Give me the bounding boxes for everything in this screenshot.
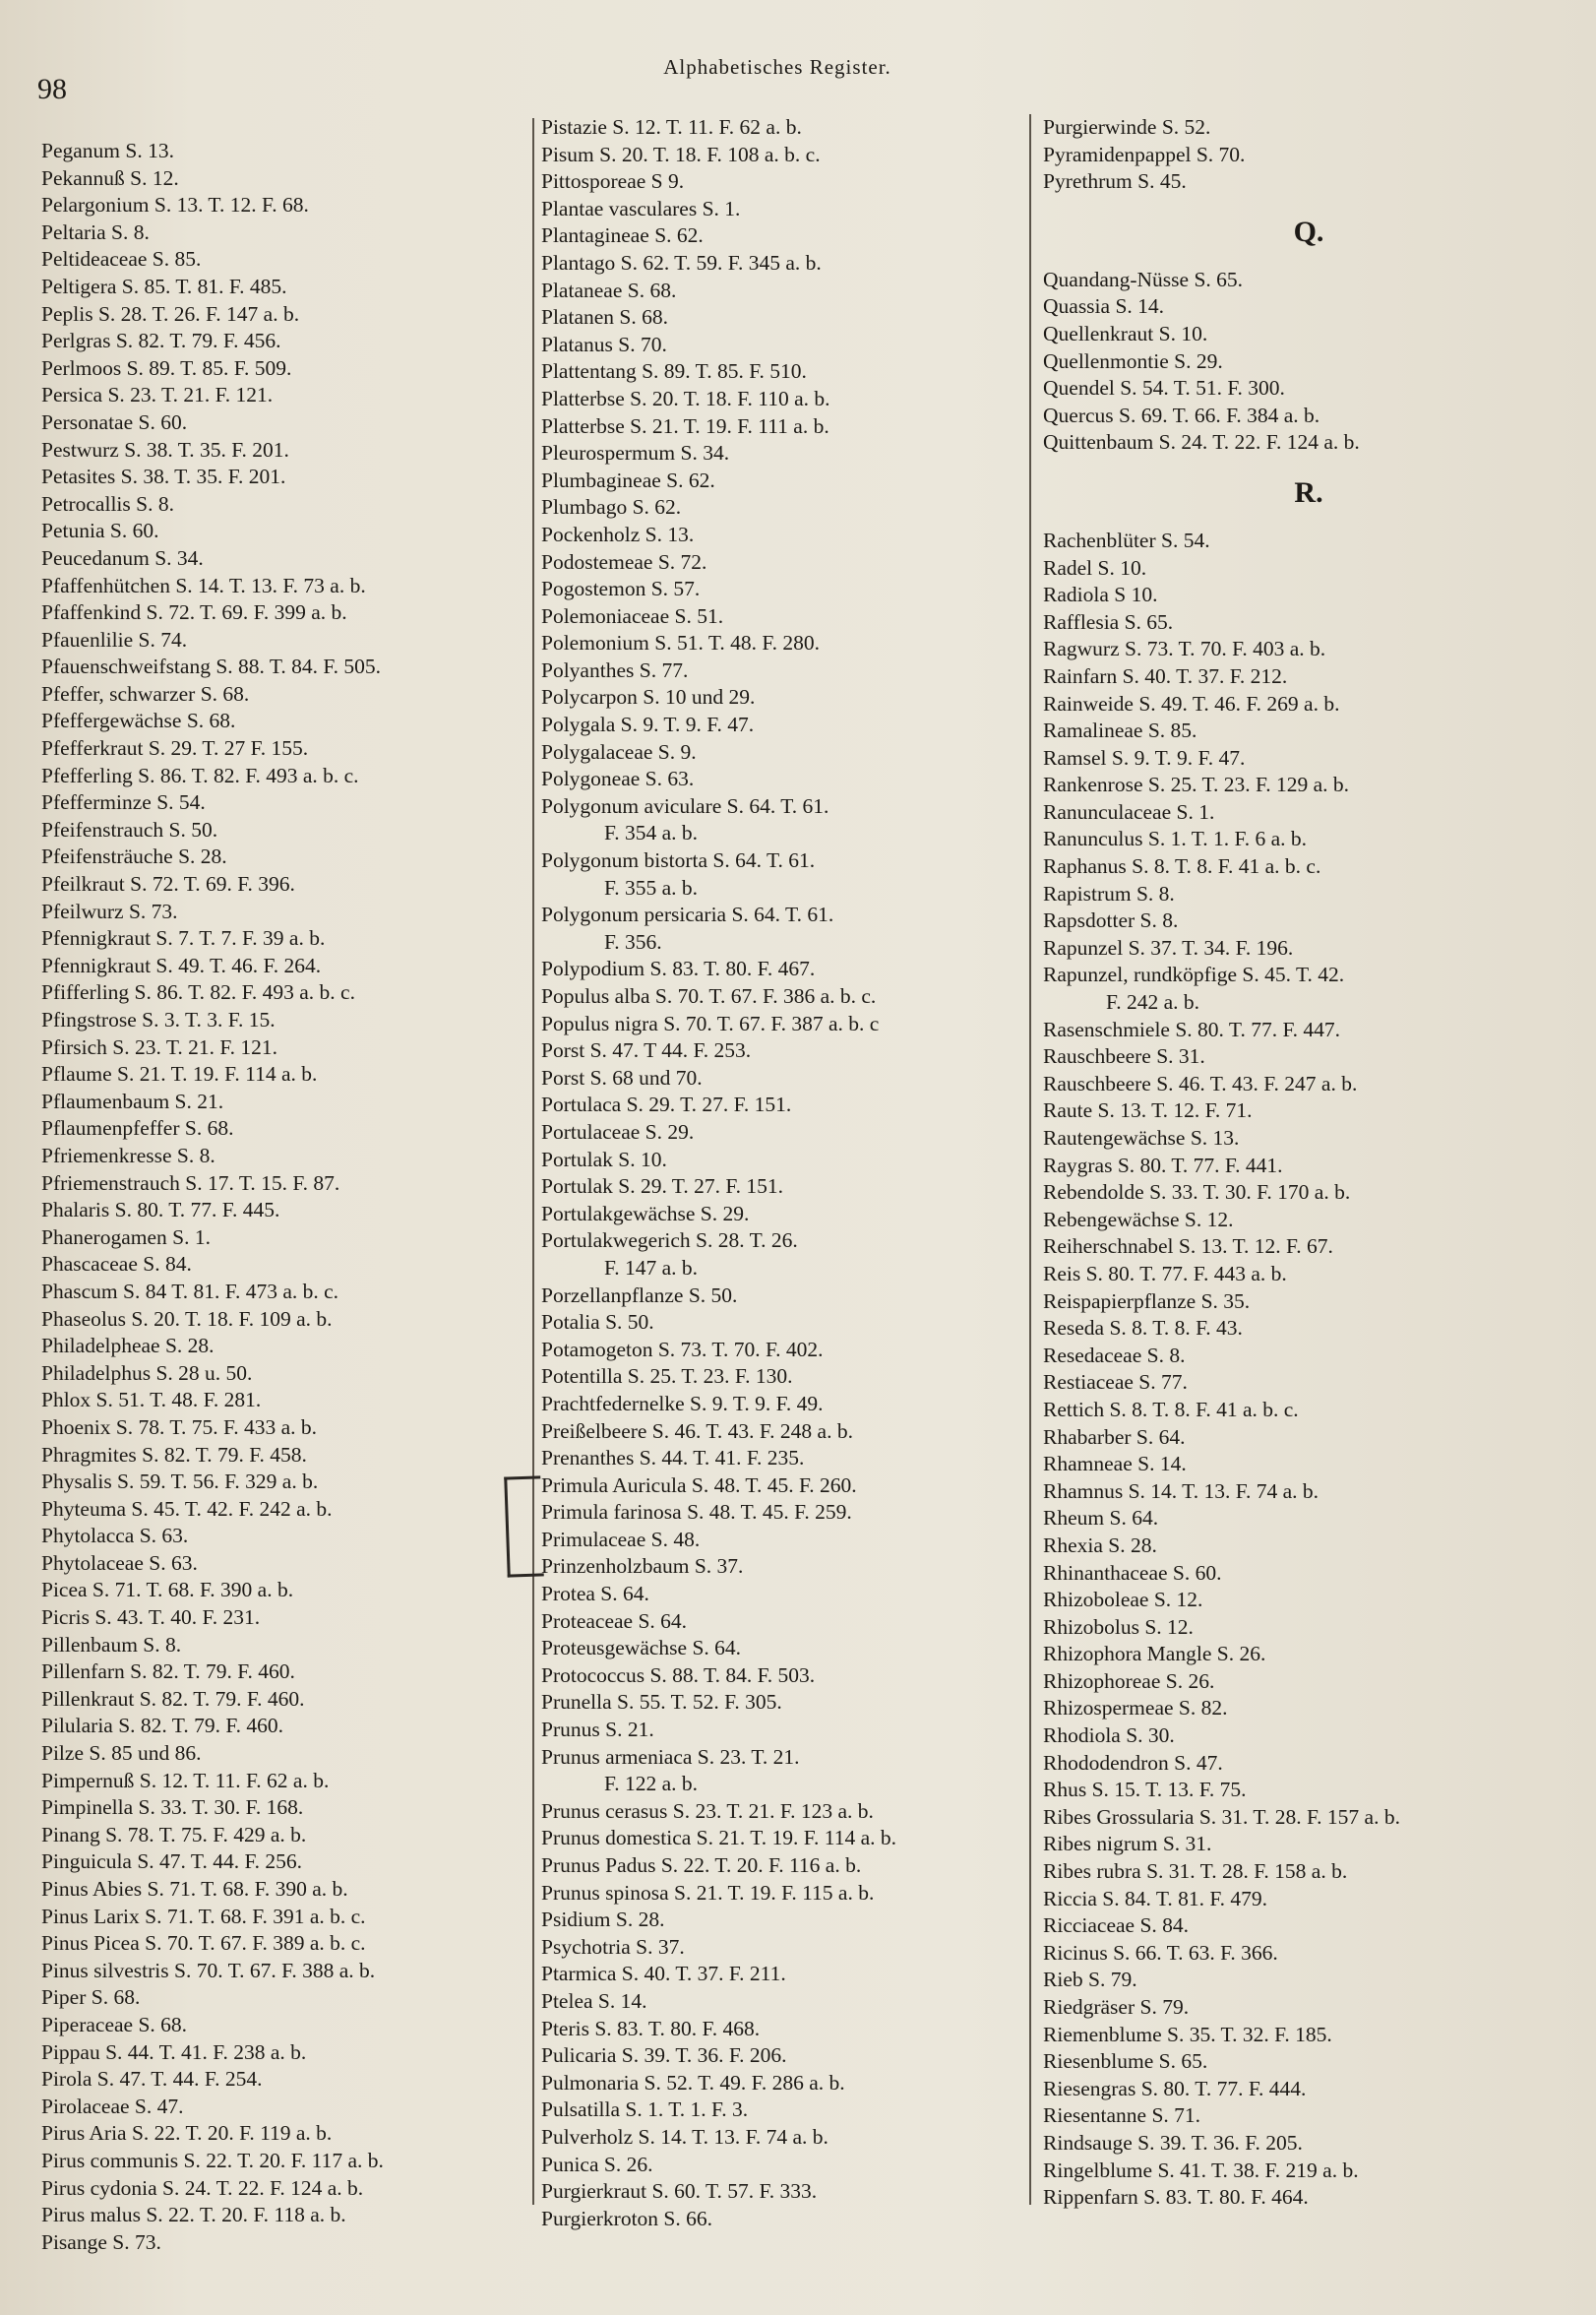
- index-entry: Polycarpon S. 10 und 29.: [541, 685, 756, 710]
- index-entry: Quendel S. 54. T. 51. F. 300.: [1043, 376, 1285, 401]
- index-entry: Pekannuß S. 12.: [41, 165, 179, 190]
- index-entry: Riesenblume S. 65.: [1043, 2049, 1208, 2074]
- index-entry: Petrocallis S. 8.: [41, 491, 174, 516]
- index-entry: Reiherschnabel S. 13. T. 12. F. 67.: [1043, 1234, 1333, 1259]
- index-entry: Pleurospermum S. 34.: [541, 441, 730, 466]
- index-entry: Polypodium S. 83. T. 80. F. 467.: [541, 957, 816, 981]
- index-entry: Porzellanpflanze S. 50.: [541, 1283, 738, 1307]
- index-entry: Quandang-Nüsse S. 65.: [1043, 267, 1244, 291]
- index-entry: Pirus malus S. 22. T. 20. F. 118 a. b.: [41, 2203, 346, 2227]
- index-entry: Ragwurz S. 73. T. 70. F. 403 a. b.: [1043, 637, 1326, 661]
- index-entry: Ribes rubra S. 31. T. 28. F. 158 a. b.: [1043, 1859, 1348, 1884]
- index-entry: Rhexia S. 28.: [1043, 1533, 1157, 1557]
- index-entry: Raygras S. 80. T. 77. F. 441.: [1043, 1153, 1283, 1177]
- index-entry: Ricinus S. 66. T. 63. F. 366.: [1043, 1940, 1278, 1965]
- index-entry: Petunia S. 60.: [41, 519, 159, 543]
- index-entry: Potentilla S. 25. T. 23. F. 130.: [541, 1364, 793, 1389]
- index-entry: Potalia S. 50.: [541, 1310, 654, 1335]
- index-entry: Polygonum aviculare S. 64. T. 61.: [541, 793, 829, 818]
- index-entry: Pfefferling S. 86. T. 82. F. 493 a. b. c.: [41, 763, 359, 787]
- index-entry: Pestwurz S. 38. T. 35. F. 201.: [41, 437, 289, 462]
- index-entry: Rindsauge S. 39. T. 36. F. 205.: [1043, 2130, 1303, 2155]
- index-entry: Ranunculaceae S. 1.: [1043, 799, 1215, 824]
- index-entry: Pfefferkraut S. 29. T. 27 F. 155.: [41, 736, 309, 761]
- index-entry: Psychotria S. 37.: [541, 1934, 685, 1959]
- index-entry: Pfriemenstrauch S. 17. T. 15. F. 87.: [41, 1170, 340, 1195]
- index-entry: Podostemeae S. 72.: [541, 549, 707, 574]
- index-entry: Riesentanne S. 71.: [1043, 2103, 1201, 2128]
- index-entry: Rhizobolus S. 12.: [1043, 1614, 1194, 1639]
- index-entry: Prunus S. 21.: [541, 1718, 654, 1742]
- index-entry: Primula farinosa S. 48. T. 45. F. 259.: [541, 1500, 852, 1525]
- index-entry: Portulaceae S. 29.: [541, 1119, 695, 1144]
- index-entry-continuation: F. 122 a. b.: [604, 1772, 699, 1796]
- index-entry: Pisange S. 73.: [41, 2229, 161, 2254]
- index-entry: Persica S. 23. T. 21. F. 121.: [41, 383, 274, 407]
- index-entry: Peltigera S. 85. T. 81. F. 485.: [41, 274, 287, 298]
- index-entry: Pinang S. 78. T. 75. F. 429 a. b.: [41, 1822, 307, 1846]
- index-entry: Platanus S. 70.: [541, 332, 667, 356]
- index-entry: Phanerogamen S. 1.: [41, 1224, 211, 1249]
- index-entry: Plattentang S. 89. T. 85. F. 510.: [541, 359, 807, 384]
- index-entry: Purgierkraut S. 60. T. 57. F. 333.: [541, 2179, 818, 2204]
- index-entry: Ptelea S. 14.: [541, 1988, 647, 2013]
- index-entry: Pittosporeae S 9.: [541, 169, 685, 194]
- index-entry: Phoenix S. 78. T. 75. F. 433 a. b.: [41, 1414, 317, 1439]
- index-entry: Pyrethrum S. 45.: [1043, 169, 1187, 194]
- index-entry: Pulmonaria S. 52. T. 49. F. 286 a. b.: [541, 2070, 845, 2095]
- index-entry: Petasites S. 38. T. 35. F. 201.: [41, 465, 286, 489]
- index-entry: Pockenholz S. 13.: [541, 522, 695, 546]
- index-entry: Pyramidenpappel S. 70.: [1043, 142, 1246, 166]
- index-entry: Piper S. 68.: [41, 1985, 141, 2010]
- index-entry: Riedgräser S. 79.: [1043, 1995, 1190, 2019]
- index-entry: Portulakgewächse S. 29.: [541, 1201, 750, 1225]
- index-entry: Purgierkroton S. 66.: [541, 2206, 712, 2230]
- index-entry: Rippenfarn S. 83. T. 80. F. 464.: [1043, 2185, 1309, 2210]
- index-entry: Pulsatilla S. 1. T. 1. F. 3.: [541, 2097, 749, 2122]
- index-entry: Polygonum persicaria S. 64. T. 61.: [541, 903, 834, 927]
- index-entry: Resedaceae S. 8.: [1043, 1343, 1186, 1367]
- index-entry: Quellenmontie S. 29.: [1043, 348, 1223, 373]
- index-entry: Rhabarber S. 64.: [1043, 1424, 1186, 1449]
- index-entry: Pfeffergewächse S. 68.: [41, 709, 236, 733]
- index-entry: Pillenfarn S. 82. T. 79. F. 460.: [41, 1659, 295, 1684]
- index-entry: Pilze S. 85 und 86.: [41, 1741, 202, 1766]
- index-entry: Porst S. 47. T 44. F. 253.: [541, 1038, 752, 1063]
- index-entry: Pfifferling S. 86. T. 82. F. 493 a. b. c.: [41, 980, 355, 1005]
- running-head: Alphabetisches Register.: [663, 55, 891, 79]
- index-entry: Rachenblüter S. 54.: [1043, 528, 1210, 552]
- index-entry: Picea S. 71. T. 68. F. 390 a. b.: [41, 1578, 294, 1602]
- index-entry: Ringelblume S. 41. T. 38. F. 219 a. b.: [1043, 2158, 1359, 2182]
- index-entry: Pfeifensträuche S. 28.: [41, 845, 227, 869]
- index-entry: Rhamnus S. 14. T. 13. F. 74 a. b.: [1043, 1478, 1319, 1503]
- index-entry: Pteris S. 83. T. 80. F. 468.: [541, 2016, 761, 2040]
- index-entry: Pfeffer, schwarzer S. 68.: [41, 681, 250, 706]
- index-entry: Peplis S. 28. T. 26. F. 147 a. b.: [41, 301, 300, 326]
- index-entry: Restiaceae S. 77.: [1043, 1370, 1188, 1395]
- index-entry: Prunella S. 55. T. 52. F. 305.: [541, 1690, 782, 1715]
- index-entry: Peltaria S. 8.: [41, 219, 150, 244]
- index-entry: Pfennigkraut S. 7. T. 7. F. 39 a. b.: [41, 926, 326, 951]
- index-entry: Plumbagineae S. 62.: [541, 468, 715, 492]
- index-entry: Rebendolde S. 33. T. 30. F. 170 a. b.: [1043, 1180, 1351, 1205]
- index-entry: Rhizoboleae S. 12.: [1043, 1588, 1203, 1612]
- index-entry: Rhizophoreae S. 26.: [1043, 1668, 1215, 1693]
- index-entry: Preißelbeere S. 46. T. 43. F. 248 a. b.: [541, 1418, 853, 1443]
- index-entry: Rauschbeere S. 46. T. 43. F. 247 a. b.: [1043, 1071, 1358, 1095]
- index-entry: Rasenschmiele S. 80. T. 77. F. 447.: [1043, 1017, 1341, 1041]
- index-entry: Raphanus S. 8. T. 8. F. 41 a. b. c.: [1043, 854, 1321, 879]
- index-entry: Pistazie S. 12. T. 11. F. 62 a. b.: [541, 115, 802, 139]
- column-rule: [532, 118, 534, 2205]
- index-entry-continuation: F. 242 a. b.: [1106, 990, 1200, 1015]
- index-entry: Pillenkraut S. 82. T. 79. F. 460.: [41, 1686, 305, 1711]
- index-entry: Peucedanum S. 34.: [41, 545, 204, 570]
- index-entry: Polemonium S. 51. T. 48. F. 280.: [541, 631, 820, 656]
- index-entry: Phytolaceae S. 63.: [41, 1550, 198, 1575]
- index-entry: Rapunzel, rundköpfige S. 45. T. 42.: [1043, 963, 1345, 987]
- index-entry: Polyanthes S. 77.: [541, 657, 689, 682]
- index-entry: Rankenrose S. 25. T. 23. F. 129 a. b.: [1043, 773, 1350, 797]
- index-entry: Pogostemon S. 57.: [541, 577, 701, 601]
- index-entry: Pirus Aria S. 22. T. 20. F. 119 a. b.: [41, 2121, 333, 2146]
- index-entry: Rhododendron S. 47.: [1043, 1750, 1223, 1775]
- index-entry: Philadelpheae S. 28.: [41, 1334, 215, 1358]
- index-entry: Populus alba S. 70. T. 67. F. 386 a. b. c.: [541, 984, 877, 1008]
- index-entry: Proteaceae S. 64.: [541, 1608, 688, 1633]
- index-entry: Pirolaceae S. 47.: [41, 2094, 184, 2118]
- index-entry: Prunus cerasus S. 23. T. 21. F. 123 a. b.: [541, 1798, 874, 1823]
- index-entry: Pfaffenkind S. 72. T. 69. F. 399 a. b.: [41, 600, 347, 625]
- index-entry: Rhus S. 15. T. 13. F. 75.: [1043, 1778, 1247, 1802]
- index-entry: Polygala S. 9. T. 9. F. 47.: [541, 713, 755, 737]
- index-entry: Pflaume S. 21. T. 19. F. 114 a. b.: [41, 1062, 318, 1087]
- index-entry: Platanen S. 68.: [541, 305, 668, 330]
- index-entry: Phlox S. 51. T. 48. F. 281.: [41, 1388, 262, 1412]
- index-entry-continuation: F. 356.: [604, 929, 662, 954]
- index-entry: Quercus S. 69. T. 66. F. 384 a. b.: [1043, 403, 1320, 427]
- index-entry: Pfennigkraut S. 49. T. 46. F. 264.: [41, 953, 322, 977]
- index-entry: Physalis S. 59. T. 56. F. 329 a. b.: [41, 1470, 319, 1494]
- index-entry: Pfauenlilie S. 74.: [41, 627, 188, 652]
- index-entry: Perlgras S. 82. T. 79. F. 456.: [41, 329, 281, 353]
- index-entry: Pinus Abies S. 71. T. 68. F. 390 a. b.: [41, 1877, 348, 1901]
- index-entry: Pippau S. 44. T. 41. F. 238 a. b.: [41, 2039, 307, 2064]
- section-letter-heading: Q.: [1293, 215, 1324, 248]
- index-entry: Ricciaceae S. 84.: [1043, 1913, 1190, 1938]
- index-entry: Proteusgewächse S. 64.: [541, 1636, 742, 1660]
- index-entry: Phyteuma S. 45. T. 42. F. 242 a. b.: [41, 1496, 333, 1521]
- index-entry: Riccia S. 84. T. 81. F. 479.: [1043, 1886, 1268, 1910]
- index-entry: Radiola S 10.: [1043, 583, 1158, 607]
- index-entry: Pisum S. 20. T. 18. F. 108 a. b. c.: [541, 142, 821, 166]
- index-entry: Quassia S. 14.: [1043, 294, 1165, 319]
- index-entry: Pinguicula S. 47. T. 44. F. 256.: [41, 1849, 303, 1874]
- index-column-2: [541, 114, 1028, 2232]
- index-entry: Reis S. 80. T. 77. F. 443 a. b.: [1043, 1261, 1287, 1285]
- index-entry: Ribes nigrum S. 31.: [1043, 1832, 1212, 1856]
- index-entry: Phascaceae S. 84.: [41, 1252, 192, 1277]
- column-rule: [1029, 114, 1031, 2205]
- index-entry: Peltideaceae S. 85.: [41, 247, 202, 272]
- index-entry: Pfeilkraut S. 72. T. 69. F. 396.: [41, 872, 295, 897]
- index-entry: Potamogeton S. 73. T. 70. F. 402.: [541, 1337, 824, 1361]
- index-entry: Pfeilwurz S. 73.: [41, 899, 178, 923]
- index-entry: Rafflesia S. 65.: [1043, 609, 1174, 634]
- index-entry: Porst S. 68 und 70.: [541, 1065, 703, 1090]
- index-entry: Pulverholz S. 14. T. 13. F. 74 a. b.: [541, 2124, 829, 2149]
- index-entry: Plataneae S. 68.: [541, 278, 677, 302]
- index-entry: Rheum S. 64.: [1043, 1506, 1159, 1531]
- index-entry: Primulaceae S. 48.: [541, 1527, 701, 1551]
- index-entry: Polygoneae S. 63.: [541, 767, 695, 791]
- index-entry: Ramsel S. 9. T. 9. F. 47.: [1043, 745, 1246, 770]
- index-entry: Perlmoos S. 89. T. 85. F. 509.: [41, 355, 292, 380]
- section-letter-heading: R.: [1294, 475, 1323, 509]
- index-entry: Psidium S. 28.: [541, 1908, 665, 1932]
- index-entry: Ribes Grossularia S. 31. T. 28. F. 157 a. b.: [1043, 1804, 1400, 1829]
- index-entry: Platterbse S. 20. T. 18. F. 110 a. b.: [541, 386, 830, 410]
- index-column-3: [1043, 114, 1574, 2212]
- index-entry: Pirus communis S. 22. T. 20. F. 117 a. b.: [41, 2148, 384, 2172]
- index-entry: Pulicaria S. 39. T. 36. F. 206.: [541, 2043, 787, 2068]
- index-entry: Reispapierpflanze S. 35.: [1043, 1288, 1251, 1313]
- index-entry: Protea S. 64.: [541, 1582, 649, 1606]
- index-entry: Platterbse S. 21. T. 19. F. 111 a. b.: [541, 413, 829, 438]
- index-entry: Polemoniaceae S. 51.: [541, 603, 724, 628]
- index-entry: Pfeifenstrauch S. 50.: [41, 817, 218, 842]
- index-entry: Plantae vasculares S. 1.: [541, 196, 741, 220]
- index-entry: Phaseolus S. 20. T. 18. F. 109 a. b.: [41, 1306, 333, 1331]
- index-entry-continuation: F. 354 a. b.: [604, 821, 699, 845]
- index-entry: Pimpinella S. 33. T. 30. F. 168.: [41, 1795, 304, 1820]
- page-number: 98: [37, 73, 67, 105]
- index-entry: Polygalaceae S. 9.: [541, 739, 697, 764]
- index-entry: Pilularia S. 82. T. 79. F. 460.: [41, 1714, 283, 1738]
- index-entry: Plumbago S. 62.: [541, 495, 682, 520]
- index-entry: Riesengras S. 80. T. 77. F. 444.: [1043, 2076, 1307, 2100]
- index-entry: Prunus spinosa S. 21. T. 19. F. 115 a. b.: [541, 1880, 875, 1905]
- index-entry: Ramalineae S. 85.: [1043, 719, 1197, 743]
- index-entry: Rhamneae S. 14.: [1043, 1452, 1187, 1476]
- index-entry: Prinzenholzbaum S. 37.: [541, 1554, 744, 1579]
- index-entry: Pfauenschweifstang S. 88. T. 84. F. 505.: [41, 655, 382, 679]
- index-entry: Purgierwinde S. 52.: [1043, 115, 1211, 139]
- index-entry: Pimpernuß S. 12. T. 11. F. 62 a. b.: [41, 1768, 330, 1792]
- index-entry: Rauschbeere S. 31.: [1043, 1044, 1205, 1069]
- index-entry: Rapsdotter S. 8.: [1043, 908, 1179, 933]
- index-entry: Pelargonium S. 13. T. 12. F. 68.: [41, 193, 309, 218]
- index-entry: Pillenbaum S. 8.: [41, 1632, 182, 1657]
- index-entry: Prunus domestica S. 21. T. 19. F. 114 a. b.: [541, 1826, 896, 1850]
- index-entry: Rhizophora Mangle S. 26.: [1043, 1642, 1266, 1666]
- index-entry: Prunus Padus S. 22. T. 20. F. 116 a. b.: [541, 1853, 862, 1877]
- index-entry: Punica S. 26.: [541, 2152, 653, 2176]
- index-entry: Portulak S. 10.: [541, 1147, 667, 1171]
- index-entry: Rhizospermeae S. 82.: [1043, 1696, 1228, 1721]
- index-entry: Phascum S. 84 T. 81. F. 473 a. b. c.: [41, 1279, 339, 1303]
- index-entry: Pirus cydonia S. 24. T. 22. F. 124 a. b.: [41, 2175, 364, 2200]
- index-entry: Prunus armeniaca S. 23. T. 21.: [541, 1744, 800, 1769]
- index-entry: Pflaumenpfeffer S. 68.: [41, 1116, 234, 1141]
- index-entry: Rapunzel S. 37. T. 34. F. 196.: [1043, 935, 1294, 960]
- index-entry: Ptarmica S. 40. T. 37. F. 211.: [541, 1962, 786, 1986]
- index-entry: Pfriemenkresse S. 8.: [41, 1143, 215, 1167]
- index-entry: Personatae S. 60.: [41, 409, 188, 434]
- index-entry: Radel S. 10.: [1043, 555, 1147, 580]
- index-entry: Pinus Larix S. 71. T. 68. F. 391 a. b. c.: [41, 1904, 366, 1928]
- index-entry-continuation: F. 147 a. b.: [604, 1255, 699, 1280]
- index-entry: Portulak S. 29. T. 27. F. 151.: [541, 1174, 783, 1199]
- index-entry: Prenanthes S. 44. T. 41. F. 235.: [541, 1446, 805, 1470]
- index-entry: Phragmites S. 82. T. 79. F. 458.: [41, 1442, 307, 1467]
- index-entry: Rhodiola S. 30.: [1043, 1723, 1175, 1748]
- index-entry: Piperaceae S. 68.: [41, 2012, 188, 2036]
- index-entry: Plantago S. 62. T. 59. F. 345 a. b.: [541, 250, 822, 275]
- index-entry: Pfefferminze S. 54.: [41, 790, 206, 815]
- index-entry: Rhinanthaceae S. 60.: [1043, 1560, 1222, 1585]
- index-entry: Phalaris S. 80. T. 77. F. 445.: [41, 1198, 280, 1222]
- index-entry: Pflaumenbaum S. 21.: [41, 1089, 224, 1113]
- index-entry: Rapistrum S. 8.: [1043, 881, 1175, 906]
- index-entry: Pfirsich S. 23. T. 21. F. 121.: [41, 1034, 277, 1059]
- index-entry: Primula Auricula S. 48. T. 45. F. 260.: [541, 1472, 857, 1497]
- index-entry: Peganum S. 13.: [41, 139, 174, 162]
- index-entry: Quellenkraut S. 10.: [1043, 321, 1208, 345]
- index-entry: Raute S. 13. T. 12. F. 71.: [1043, 1098, 1253, 1123]
- index-entry: Portulakwegerich S. 28. T. 26.: [541, 1228, 798, 1253]
- index-entry: Pinus Picea S. 70. T. 67. F. 389 a. b. c.: [41, 1931, 366, 1956]
- index-entry: Riemenblume S. 35. T. 32. F. 185.: [1043, 2022, 1332, 2046]
- index-entry: Rettich S. 8. T. 8. F. 41 a. b. c.: [1043, 1397, 1299, 1421]
- index-entry: Protococcus S. 88. T. 84. F. 503.: [541, 1662, 816, 1687]
- index-entry: Polygonum bistorta S. 64. T. 61.: [541, 848, 816, 873]
- index-entry: Rainweide S. 49. T. 46. F. 269 a. b.: [1043, 691, 1340, 716]
- index-column-1: [41, 138, 528, 2256]
- index-entry: Prachtfedernelke S. 9. T. 9. F. 49.: [541, 1391, 824, 1415]
- index-entry: Pinus silvestris S. 70. T. 67. F. 388 a. b.: [41, 1958, 376, 1982]
- index-entry-continuation: F. 355 a. b.: [604, 875, 699, 900]
- index-entry: Pfaffenhütchen S. 14. T. 13. F. 73 a. b.: [41, 573, 366, 597]
- index-entry: Portulaca S. 29. T. 27. F. 151.: [541, 1093, 792, 1117]
- index-entry: Philadelphus S. 28 u. 50.: [41, 1360, 253, 1385]
- index-entry: Pirola S. 47. T. 44. F. 254.: [41, 2067, 263, 2092]
- index-entry: Picris S. 43. T. 40. F. 231.: [41, 1605, 261, 1630]
- index-entry: Rainfarn S. 40. T. 37. F. 212.: [1043, 663, 1288, 688]
- index-entry: Phytolacca S. 63.: [41, 1524, 189, 1548]
- index-entry: Reseda S. 8. T. 8. F. 43.: [1043, 1316, 1243, 1341]
- index-entry: Populus nigra S. 70. T. 67. F. 387 a. b. c: [541, 1011, 880, 1035]
- index-entry: Plantagineae S. 62.: [541, 223, 704, 248]
- index-entry: Rautengewächse S. 13.: [1043, 1126, 1240, 1150]
- index-entry: Ranunculus S. 1. T. 1. F. 6 a. b.: [1043, 827, 1308, 851]
- index-entry: Quittenbaum S. 24. T. 22. F. 124 a. b.: [1043, 430, 1360, 455]
- index-entry: Rebengewächse S. 12.: [1043, 1207, 1234, 1231]
- index-entry: Pfingstrose S. 3. T. 3. F. 15.: [41, 1008, 276, 1032]
- index-entry: Rieb S. 79.: [1043, 1968, 1137, 1992]
